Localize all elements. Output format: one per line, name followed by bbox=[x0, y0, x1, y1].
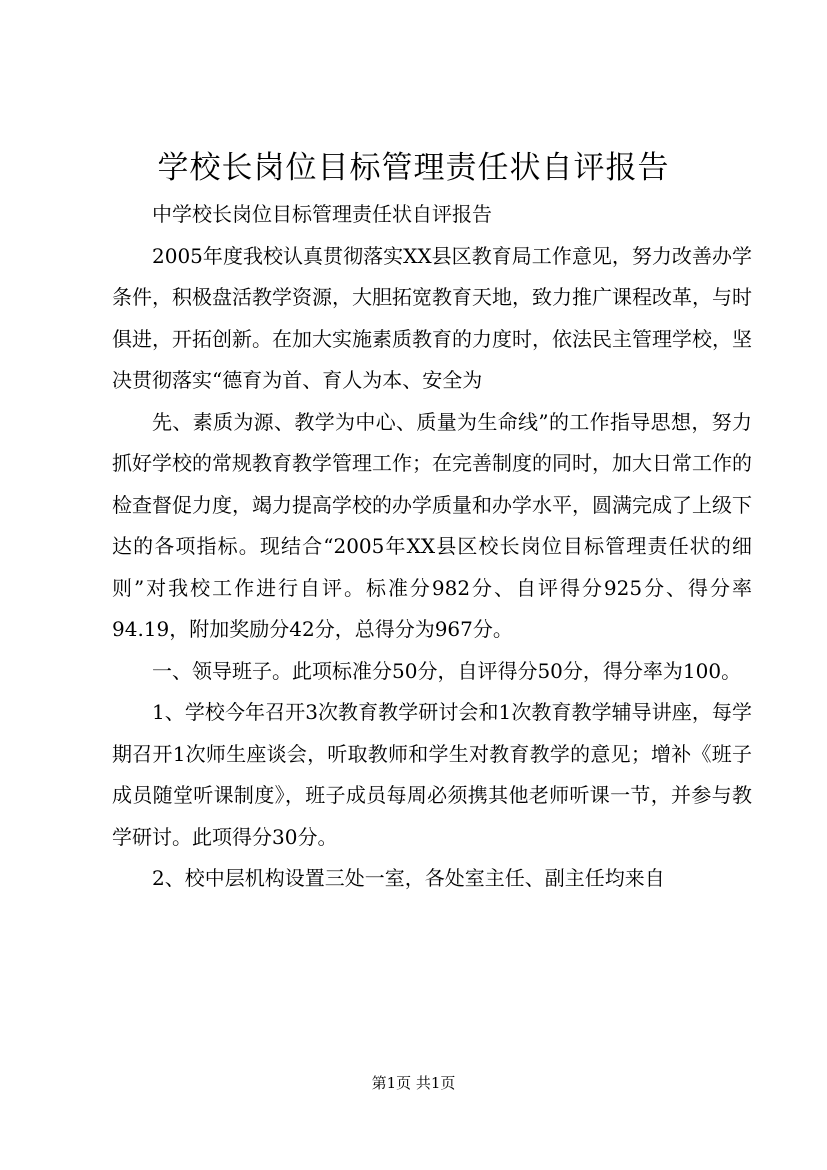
body-paragraph: 1、学校今年召开3次教育教学研讨会和1次教育教学辅导讲座，每学期召开1次师生座谈会，听取教师和学生对教育教学的意见；增补《班子成员随堂听课制度》，班子成员每周必须携其他老师听课一节，并参与教学研讨。此项得分30分。 bbox=[112, 700, 752, 849]
document-title: 学校长岗位目标管理责任状自评报告 bbox=[157, 150, 670, 186]
section-heading-paragraph: 一、领导班子。此项标准分50分，自评得分50分，得分率为100。 bbox=[152, 658, 742, 683]
subtitle-paragraph: 中学校长岗位目标管理责任状自评报告 bbox=[152, 202, 492, 226]
body-paragraph: 2005年度我校认真贯彻落实XX县区教育局工作意见，努力改善办学条件，积极盘活教学资源，大胆拓宽教育天地，致力推广课程改革，与时俱进，开拓创新。在加大实施素质教育的力度时，依法民主管理学校，坚决贯彻落实“德育为首、育人为本、安全为 bbox=[112, 243, 752, 392]
body-paragraph: 先、素质为源、教学为中心、质量为生命线”的工作指导思想，努力抓好学校的常规教育教学管理工作；在完善制度的同时，加大日常工作的检查督促力度，竭力提高学校的办学质量和办学水平，圆满完成了上级下达的各项指标。现结合“2005年XX县区校长岗位目标管理责任状的细则”对我校工作进行自评。标准分982分、自评得分925分、得分率94.19，附加奖励分42分，总得分为967分。 bbox=[112, 409, 752, 641]
body-paragraph: 2、校中层机构设置三处一室，各处室主任、副主任均来自 bbox=[152, 866, 665, 890]
page-number-footer: 第1页 共1页 bbox=[371, 1074, 456, 1092]
document-body bbox=[112, 194, 752, 900]
